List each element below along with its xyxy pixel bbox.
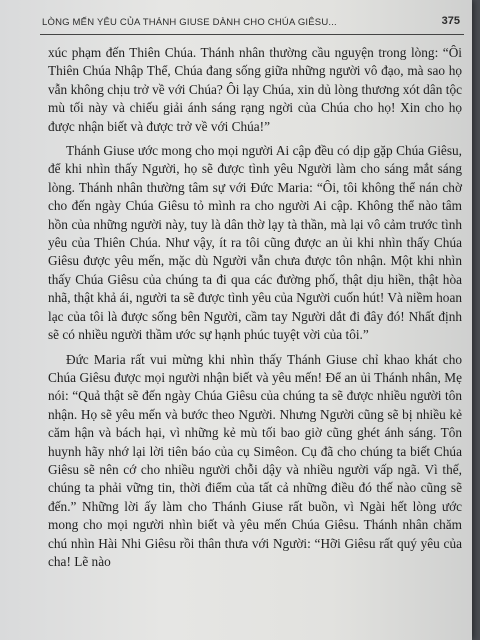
body-text bbox=[48, 44, 462, 577]
paragraph-2: Thánh Giuse ước mong cho mọi người Ai cập đều có dịp gặp Chúa Giêsu, để khi nhìn thấy Người, họ sẽ được tình yêu Người làm cho sáng mắt sáng lòng. Thánh nhân thường tâm sự với Đức Maria: “Ôi, tôi không thể nán chờ cho đến ngày Chúa Giêsu tỏ mình ra cho người Ai cập. Không thể nào tâm hồn của những người này, tuy là dân thờ lạy tà thần, mà lại vô cảm trước tình yêu của Thiên Chúa. Như vậy, ít ra tôi cũng được an ủi khi nhìn thấy Chúa Giêsu được yêu mến, mặc dù Người vẫn chưa được tôn nhận. Một khi nhìn thấy Chúa Giêsu của chúng ta đi qua các đường phố, thật dịu hiền, thật hòa nhã, thật khả ái, người ta sẽ được tình yêu của Người cuốn hút! Và niềm hoan lạc của tôi là được sống bên Người, cầm tay Người dắt đi đây đó! Nhất định sẽ có nhiều người thầm ước sự hạnh phúc tuyệt vời của tôi.” bbox=[48, 143, 462, 343]
running-title: LÒNG MẾN YÊU CỦA THÁNH GIUSE DÀNH CHO CHÚA GIÊSU... bbox=[42, 17, 337, 28]
paragraph-3: Đức Maria rất vui mừng khi nhìn thấy Thánh Giuse chỉ khao khát cho Chúa Giêsu được mọi người nhận biết và yêu mến! Để an ủi Thánh nhân, Mẹ nói: “Quả thật sẽ đến ngày Chúa Giêsu của chúng ta sẽ được nhiều người tôn nhận. Họ sẽ yêu mến và bước theo Người. Nhưng Người cũng sẽ bị nhiều kẻ căm hận và bách hại, vì những kẻ mù tối bao giờ cũng ghét ánh sáng. Tôn huynh hãy nhớ lại lời tiên báo của cụ Simêon. Cụ đã cho chúng ta biết Chúa Giêsu sẽ nên cớ cho nhiều người chỗi dậy và nhiều người vấp ngã. Vì thế, chúng ta phải vững tin, thời điểm của tất cả những điều đó thế nào cũng sẽ đến.” Những lời ấy làm cho Thánh Giuse rất buồn, vì Ngài hết lòng ước mong cho mọi người nhìn biết và yêu mến Chúa Giêsu. Thánh nhân chăm chú nhìn Hài Nhi Giêsu rồi thân thưa với Người: “Hỡi Giêsu rất quý yêu của cha! Lẽ nào bbox=[48, 351, 462, 569]
paragraph-1: xúc phạm đến Thiên Chúa. Thánh nhân thường cầu nguyện trong lòng: “Ôi Thiên Chúa Nhập Thể, Chúa đang sống giữa những người vô đạo, mà sao họ vẫn không chịu trở về với Chúa? Ôi lạy Chúa, xin dủ lòng thương xót dân tộc mù tối này và chiếu giải ánh sáng rạng ngời của Chúa cho họ! Xin cho họ được nhận biết và được trở về với Chúa!” bbox=[48, 45, 462, 134]
page-number: 375 bbox=[441, 15, 460, 27]
page-header bbox=[40, 14, 464, 35]
